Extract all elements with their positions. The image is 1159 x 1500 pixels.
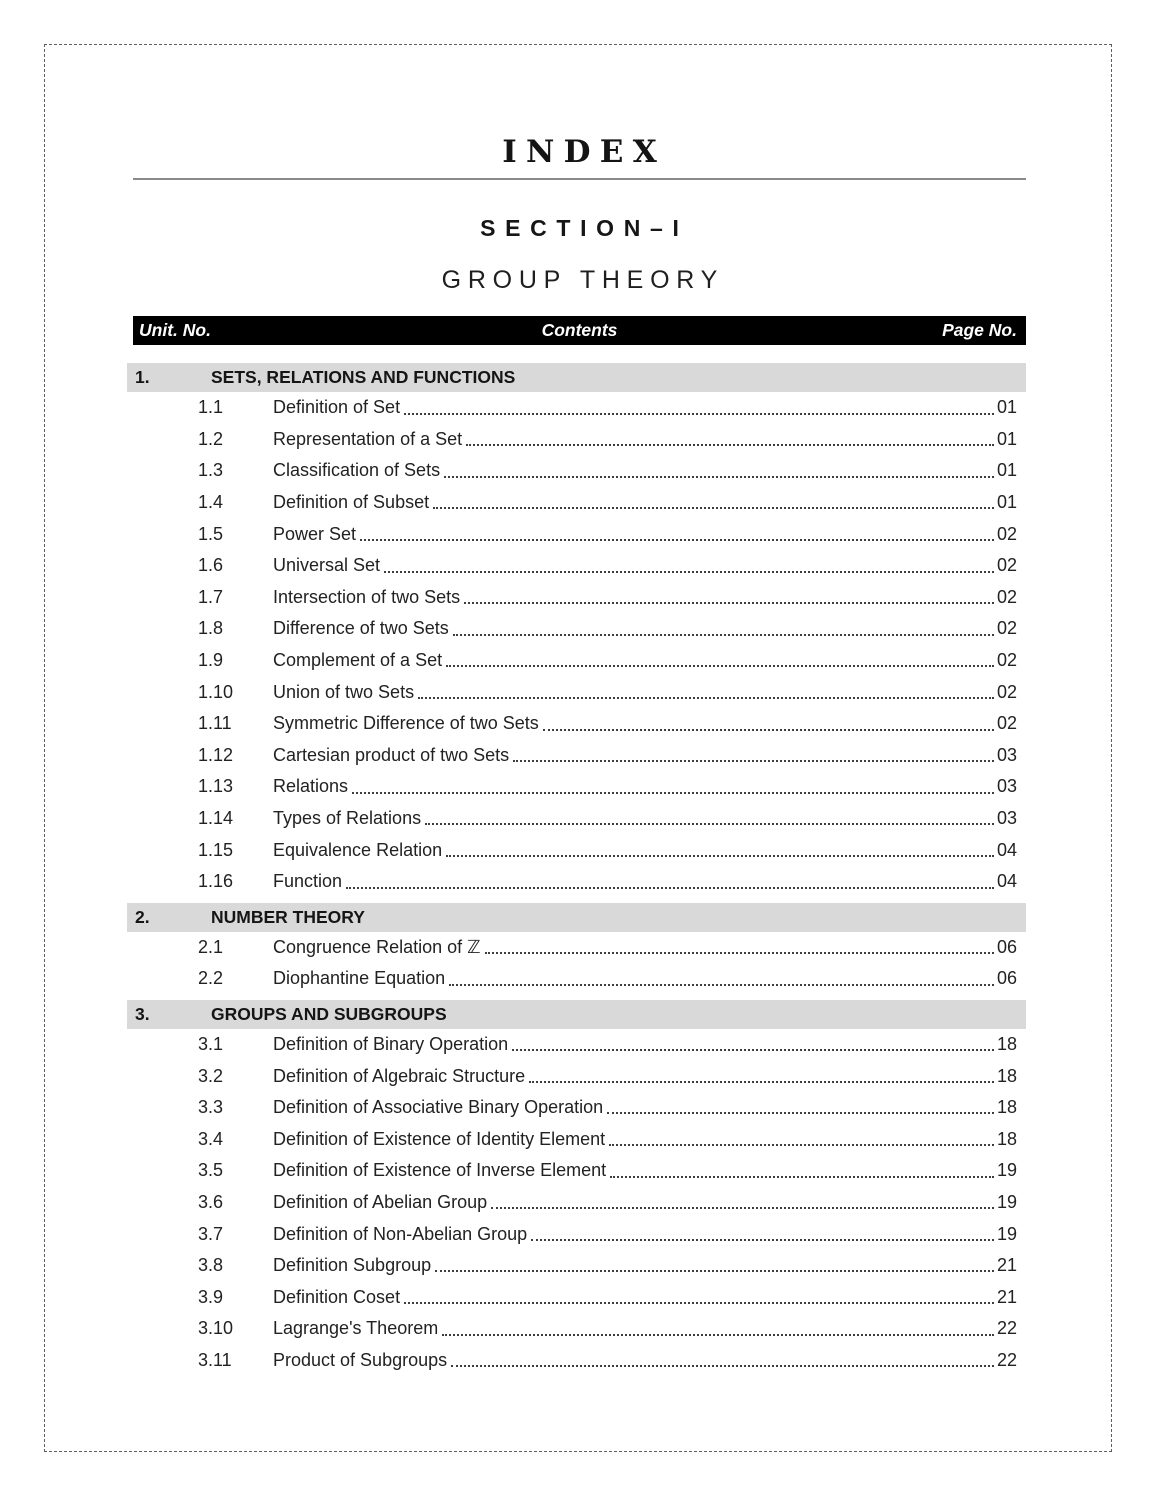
toc-row-number: 3.7 bbox=[198, 1223, 224, 1244]
leader-dots bbox=[513, 760, 994, 762]
toc-row-number: 1.2 bbox=[198, 428, 224, 449]
section-number: 1. bbox=[135, 367, 150, 387]
toc-row-number: 1.1 bbox=[198, 397, 224, 418]
section-title: GROUPS AND SUBGROUPS bbox=[211, 1003, 447, 1024]
toc-row-number: 3.11 bbox=[198, 1349, 232, 1370]
leader-dots bbox=[444, 476, 994, 478]
toc-row-page: 19 bbox=[996, 1160, 1017, 1181]
leader-dots bbox=[384, 571, 994, 573]
leader-dots bbox=[449, 984, 994, 986]
toc-row-title: Universal Set bbox=[273, 555, 381, 576]
toc-row bbox=[133, 1281, 1026, 1313]
toc-row bbox=[133, 645, 1026, 677]
toc-row bbox=[133, 708, 1026, 740]
leader-dots bbox=[425, 823, 994, 825]
toc-row-title: Diophantine Equation bbox=[273, 968, 446, 989]
toc-row-number: 3.10 bbox=[198, 1318, 234, 1339]
toc-row-number: 1.12 bbox=[198, 744, 234, 765]
toc-row-page: 03 bbox=[996, 776, 1017, 797]
toc-row-number: 1.13 bbox=[198, 776, 234, 797]
toc-row-title: Product of Subgroups bbox=[273, 1349, 448, 1370]
toc-row-title: Union of two Sets bbox=[273, 681, 415, 702]
toc-row bbox=[133, 487, 1026, 519]
leader-dots bbox=[346, 887, 994, 889]
toc-row bbox=[133, 1155, 1026, 1187]
toc-row bbox=[133, 1123, 1026, 1155]
toc-row bbox=[133, 1250, 1026, 1282]
toc-row-page: 02 bbox=[996, 650, 1017, 671]
toc-row bbox=[133, 740, 1026, 772]
toc-row-number: 1.4 bbox=[198, 492, 224, 513]
toc-row-number: 1.15 bbox=[198, 839, 234, 860]
leader-dots bbox=[418, 697, 994, 699]
toc-row bbox=[133, 518, 1026, 550]
toc-row-number: 1.5 bbox=[198, 523, 224, 544]
toc-row-page: 02 bbox=[996, 681, 1017, 702]
leader-dots bbox=[491, 1207, 994, 1209]
toc-row bbox=[133, 803, 1026, 835]
toc-row-page: 02 bbox=[996, 618, 1017, 639]
toc-row bbox=[133, 1060, 1026, 1092]
toc-row-title: Equivalence Relation bbox=[273, 839, 443, 860]
toc-row-number: 3.2 bbox=[198, 1065, 224, 1086]
toc-row-page: 04 bbox=[996, 839, 1017, 860]
toc-row-page: 02 bbox=[996, 586, 1017, 607]
toc-row-title: Function bbox=[273, 871, 343, 892]
toc-row-number: 1.16 bbox=[198, 871, 234, 892]
toc-row-number: 1.9 bbox=[198, 650, 224, 671]
toc-row-page: 22 bbox=[996, 1318, 1017, 1339]
toc-row bbox=[133, 1187, 1026, 1219]
section-title: NUMBER THEORY bbox=[211, 906, 365, 927]
toc-row-page: 18 bbox=[996, 1065, 1017, 1086]
toc-row-number: 1.14 bbox=[198, 808, 234, 829]
toc-row-number: 3.5 bbox=[198, 1160, 224, 1181]
toc bbox=[133, 363, 1026, 1376]
toc-row-number: 1.11 bbox=[198, 713, 232, 734]
toc-row bbox=[133, 550, 1026, 582]
toc-row-number: 3.9 bbox=[198, 1286, 224, 1307]
section-header bbox=[127, 903, 1026, 932]
leader-dots bbox=[485, 952, 994, 954]
toc-row bbox=[133, 676, 1026, 708]
section-number: 3. bbox=[135, 1003, 150, 1024]
toc-row-title: Power Set bbox=[273, 523, 357, 544]
column-header-page-no: Page No. bbox=[942, 320, 1017, 340]
leader-dots bbox=[453, 634, 994, 636]
toc-row-number: 3.8 bbox=[198, 1255, 224, 1276]
toc-row-number: 2.2 bbox=[198, 968, 224, 989]
toc-row-title: Definition of Existence of Identity Element bbox=[273, 1128, 606, 1149]
leader-dots bbox=[360, 539, 994, 541]
toc-row bbox=[133, 455, 1026, 487]
toc-row bbox=[133, 963, 1026, 995]
toc-row bbox=[133, 932, 1026, 964]
group-theory-heading: GROUP THEORY bbox=[441, 266, 725, 294]
leader-dots bbox=[609, 1144, 994, 1146]
toc-row bbox=[133, 613, 1026, 645]
toc-row bbox=[133, 392, 1026, 424]
toc-row-title: Definition Coset bbox=[273, 1286, 401, 1307]
section-heading: SECTION–I bbox=[480, 215, 689, 241]
toc-row-title: Complement of a Set bbox=[273, 650, 443, 671]
toc-row-page: 19 bbox=[996, 1191, 1017, 1212]
toc-row-number: 3.6 bbox=[198, 1191, 224, 1212]
leader-dots bbox=[404, 1302, 994, 1304]
toc-row-title: Types of Relations bbox=[273, 808, 422, 829]
leader-dots bbox=[464, 602, 994, 604]
toc-row-title: Lagrange's Theorem bbox=[273, 1318, 439, 1339]
toc-row-title: Definition Subgroup bbox=[273, 1255, 432, 1276]
toc-row-number: 3.4 bbox=[198, 1128, 224, 1149]
section-header bbox=[127, 1000, 1026, 1029]
leader-dots bbox=[543, 729, 994, 731]
toc-row-number: 3.1 bbox=[198, 1033, 224, 1054]
toc-row-number: 1.7 bbox=[198, 586, 224, 607]
toc-row-title: Definition of Binary Operation bbox=[273, 1033, 509, 1054]
toc-row-number: 3.3 bbox=[198, 1097, 224, 1118]
section-header bbox=[127, 363, 1026, 392]
toc-row-title: Congruence Relation of ℤ bbox=[273, 936, 481, 957]
toc-row-page: 03 bbox=[996, 744, 1017, 765]
toc-row bbox=[133, 866, 1026, 898]
toc-row-title: Representation of a Set bbox=[273, 428, 463, 449]
leader-dots bbox=[529, 1081, 994, 1083]
table-header-bar bbox=[133, 316, 1026, 345]
toc-row-title: Definition of Non-Abelian Group bbox=[273, 1223, 528, 1244]
leader-dots bbox=[512, 1049, 994, 1051]
column-header-unit-no: Unit. No. bbox=[139, 320, 211, 340]
toc-row bbox=[133, 1345, 1026, 1377]
toc-row bbox=[133, 1218, 1026, 1250]
index-page bbox=[133, 0, 1026, 1376]
leader-dots bbox=[607, 1112, 994, 1114]
toc-row-page: 02 bbox=[996, 523, 1017, 544]
toc-row-number: 2.1 bbox=[198, 936, 224, 957]
section-title: SETS, RELATIONS AND FUNCTIONS bbox=[211, 367, 516, 387]
toc-row bbox=[133, 771, 1026, 803]
toc-row-page: 18 bbox=[996, 1128, 1017, 1149]
toc-row bbox=[133, 834, 1026, 866]
leader-dots bbox=[610, 1176, 994, 1178]
toc-row-title: Definition of Set bbox=[273, 397, 401, 418]
toc-row-title: Definition of Existence of Inverse Element bbox=[273, 1160, 607, 1181]
leader-dots bbox=[451, 1365, 994, 1367]
toc-row-page: 19 bbox=[996, 1223, 1017, 1244]
toc-row-title: Symmetric Difference of two Sets bbox=[273, 713, 539, 734]
toc-row-number: 1.10 bbox=[198, 681, 234, 702]
section-number: 2. bbox=[135, 906, 150, 927]
toc-row-page: 04 bbox=[996, 871, 1017, 892]
toc-row-page: 22 bbox=[996, 1349, 1017, 1370]
toc-row-title: Definition of Associative Binary Operation bbox=[273, 1097, 604, 1118]
toc-row-title: Cartesian product of two Sets bbox=[273, 744, 510, 765]
toc-row-title: Definition of Abelian Group bbox=[273, 1191, 488, 1212]
toc-row bbox=[133, 424, 1026, 456]
toc-row-title: Definition of Algebraic Structure bbox=[273, 1065, 526, 1086]
toc-row bbox=[133, 582, 1026, 614]
toc-row-number: 1.3 bbox=[198, 460, 224, 481]
leader-dots bbox=[446, 665, 994, 667]
toc-row-page: 03 bbox=[996, 808, 1017, 829]
toc-row-title: Definition of Subset bbox=[273, 492, 430, 513]
toc-row-page: 01 bbox=[996, 428, 1017, 449]
toc-row bbox=[133, 1092, 1026, 1124]
toc-row-page: 21 bbox=[996, 1286, 1017, 1307]
leader-dots bbox=[433, 507, 994, 509]
toc-row-page: 01 bbox=[996, 397, 1017, 418]
toc-row bbox=[133, 1029, 1026, 1061]
leader-dots bbox=[531, 1239, 994, 1241]
leader-dots bbox=[466, 444, 994, 446]
toc-row-page: 06 bbox=[996, 936, 1017, 957]
toc-row-page: 21 bbox=[996, 1255, 1017, 1276]
column-header-contents: Contents bbox=[541, 320, 618, 340]
toc-row-number: 1.8 bbox=[198, 618, 224, 639]
toc-row-page: 02 bbox=[996, 713, 1017, 734]
leader-dots bbox=[404, 413, 994, 415]
leader-dots bbox=[446, 855, 994, 857]
toc-row-page: 06 bbox=[996, 968, 1017, 989]
page-title: INDEX bbox=[502, 134, 667, 170]
toc-row-page: 01 bbox=[996, 460, 1017, 481]
leader-dots bbox=[435, 1270, 994, 1272]
title-rule bbox=[133, 178, 1026, 180]
toc-row-page: 01 bbox=[996, 492, 1017, 513]
toc-row-title: Classification of Sets bbox=[273, 460, 441, 481]
leader-dots bbox=[352, 792, 994, 794]
toc-row bbox=[133, 1313, 1026, 1345]
toc-row-page: 18 bbox=[996, 1033, 1017, 1054]
toc-row-title: Relations bbox=[273, 776, 349, 797]
toc-row-page: 02 bbox=[996, 555, 1017, 576]
toc-row-title: Intersection of two Sets bbox=[273, 586, 461, 607]
toc-row-number: 1.6 bbox=[198, 555, 224, 576]
toc-row-page: 18 bbox=[996, 1097, 1017, 1118]
toc-row-title: Difference of two Sets bbox=[273, 618, 449, 639]
leader-dots bbox=[442, 1334, 994, 1336]
